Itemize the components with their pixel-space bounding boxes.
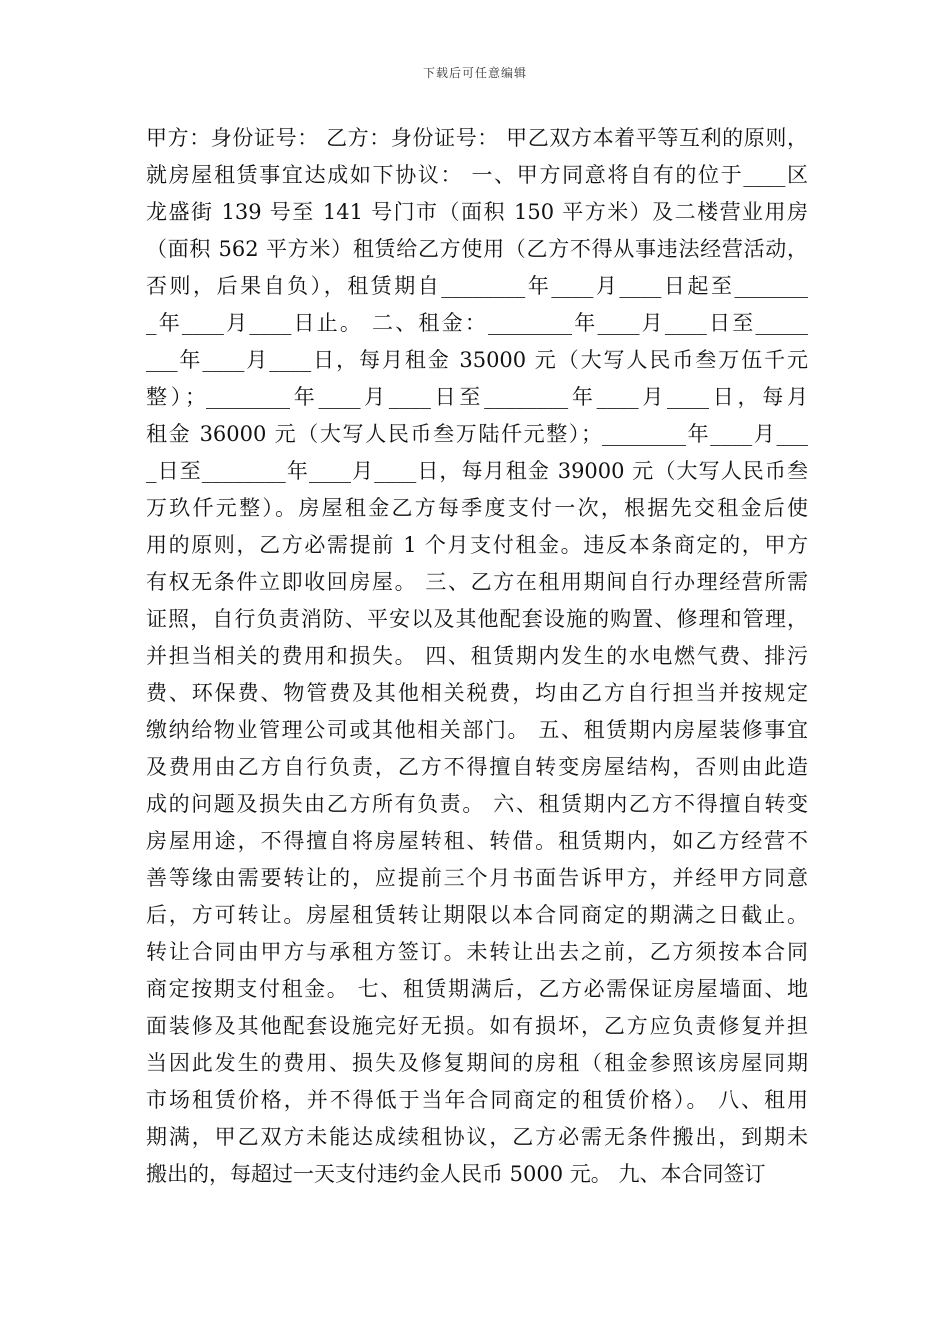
text-line: 搬出的，每超过一天支付违约金人民币 5000 元。 九、本合同签订 [146, 1162, 766, 1186]
text-line: 成的问题及损失由乙方所有负责。 六、租赁期内乙方不得擅自转变 [146, 792, 808, 816]
text-line: 市场租赁价格，并不得低于当年合同商定的租赁价格）。 八、租用 [146, 1088, 808, 1112]
text-line: 及费用由乙方自行负责，乙方不得擅自转变房屋结构，否则由此造 [146, 755, 808, 779]
text-line: 善等缘由需要转让的，应提前三个月书面告诉甲方，并经甲方同意 [146, 866, 808, 890]
text-line: _日至________年____月____日，每月租金 39000 元（大写人民币叁 [146, 459, 808, 483]
text-line: 并担当相关的费用和损失。 四、租赁期内发生的水电燃气费、排污 [146, 644, 808, 668]
text-line: （面积 562 平方米）租赁给乙方使用（乙方不得从事违法经营活动， [146, 237, 808, 261]
text-line: 后，方可转让。房屋租赁转让期限以本合同商定的期满之日截止。 [146, 903, 808, 927]
text-line: 房屋用途，不得擅自将房屋转租、转借。租赁期内，如乙方经营不 [146, 829, 808, 853]
text-line: 费、环保费、物管费及其他相关税费，均由乙方自行担当并按规定 [146, 681, 808, 705]
text-line: 整）；________年____月____日至________年____月____日，每月 [146, 385, 808, 409]
text-line: 转让合同由甲方与承租方签订。未转让出去之前，乙方须按本合同 [146, 940, 808, 964]
text-line: 龙盛街 139 号至 141 号门市（面积 150 平方米）及二楼营业用房 [146, 200, 808, 224]
text-line: 期满，甲乙双方未能达成续租协议，乙方必需无条件搬出，到期未 [146, 1125, 808, 1149]
text-line: 面装修及其他配套设施完好无损。如有损坏，乙方应负责修复并担 [146, 1014, 808, 1038]
header-note: 下载后可任意编辑 [422, 66, 527, 80]
text-line: 否则，后果自负），租赁期自________年____月____日起至_______ [146, 274, 808, 298]
text-line: _年____月____日止。 二、租金：________年____月____日至_____ [146, 311, 808, 335]
text-line: 缴纳给物业管理公司或其他相关部门。 五、租赁期内房屋装修事宜 [146, 718, 808, 742]
text-line: 租金 36000 元（大写人民币叁万陆仟元整）；________年____月___ [146, 422, 808, 446]
text-line: 商定按期支付租金。 七、租赁期满后，乙方必需保证房屋墙面、地 [146, 977, 808, 1001]
text-line: 就房屋租赁事宜达成如下协议： 一、甲方同意将自有的位于____区 [146, 163, 808, 187]
text-line: 甲方：身份证号： 乙方：身份证号： 甲乙双方本着平等互利的原则， [146, 126, 808, 150]
text-line: 万玖仟元整）。房屋租金乙方每季度支付一次，根据先交租金后使 [146, 496, 808, 520]
text-line: 当因此发生的费用、损失及修复期间的房租（租金参照该房屋同期 [146, 1051, 808, 1075]
text-line: ___年____月____日，每月租金 35000 元（大写人民币叁万伍千元 [146, 348, 808, 372]
text-line: 用的原则，乙方必需提前 1 个月支付租金。违反本条商定的，甲方 [146, 533, 808, 557]
text-line: 证照，自行负责消防、平安以及其他配套设施的购置、修理和管理， [146, 607, 808, 631]
contract-body [146, 120, 808, 1193]
text-line: 有权无条件立即收回房屋。 三、乙方在租用期间自行办理经营所需 [146, 570, 808, 594]
